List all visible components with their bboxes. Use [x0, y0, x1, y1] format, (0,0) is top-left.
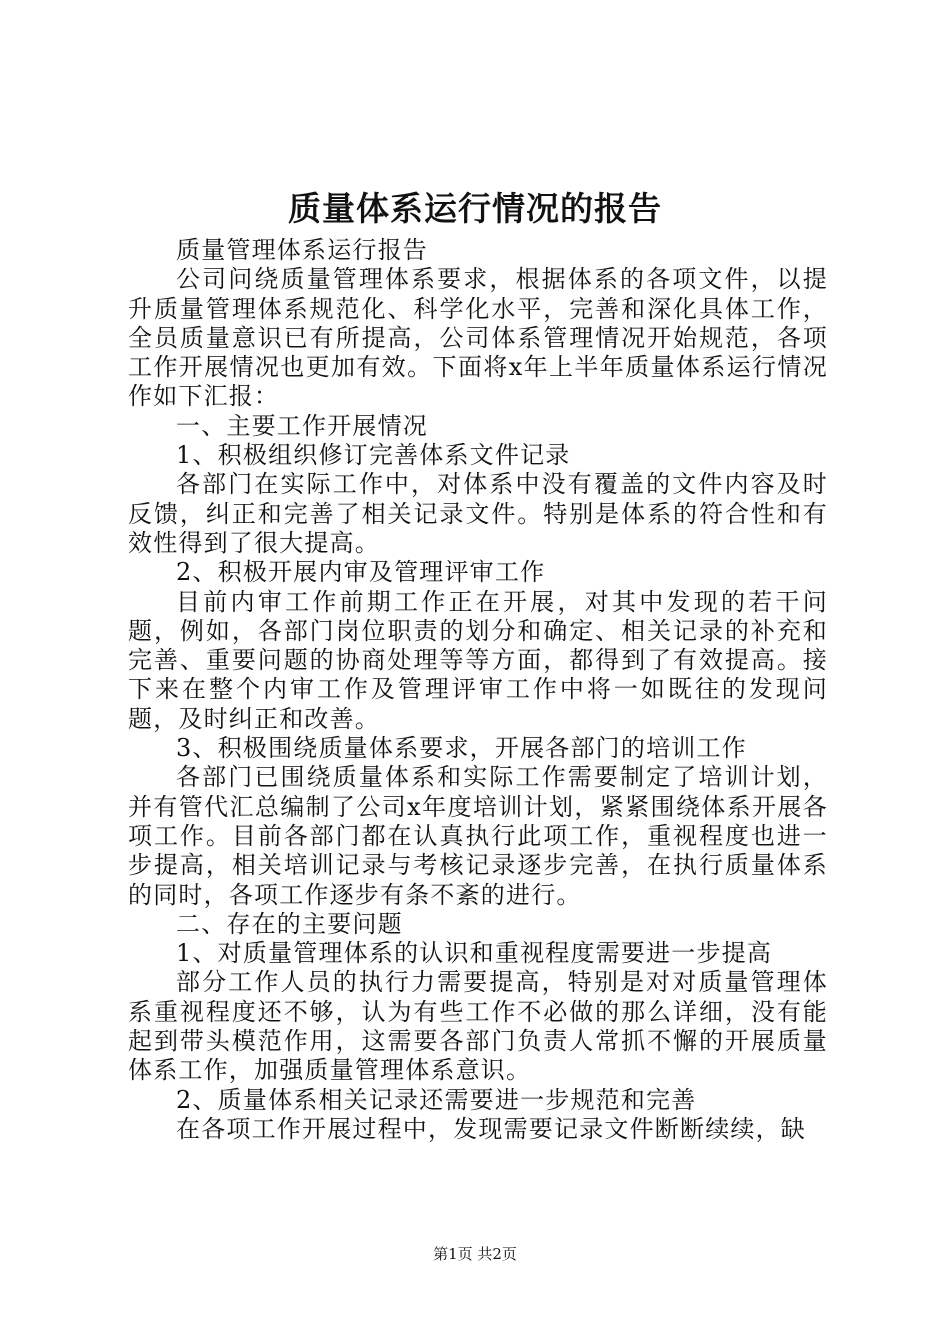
subheading-1-2: 2、积极开展内审及管理评审工作 [176, 558, 546, 587]
paragraph-1-1: 各部门在实际工作中，对体系中没有覆盖的文件内容及时反馈，纠正和完善了相关记录文件。特别是体系的符合性和有效性得到了很大提高。 [128, 470, 828, 557]
paragraph-2-2: 在各项工作开展过程中，发现需要记录文件断断续续，缺 [176, 1114, 806, 1143]
paragraph-intro: 公司问绕质量管理体系要求，根据体系的各项文件，以提升质量管理体系规范化、科学化水平，完善和深化具体工作，全员质量意识已有所提高，公司体系管理情况开始规范，各项工作开展情况也更加有效。下面将x年上半年质量体系运行情况作如下汇报： [128, 265, 828, 411]
section-heading-2: 二、存在的主要问题 [176, 909, 403, 938]
subheading-2-1: 1、对质量管理体系的认识和重视程度需要进一步提高 [176, 939, 773, 968]
paragraph-1-2: 目前内审工作前期工作正在开展，对其中发现的若干问题，例如，各部门岗位职责的划分和确定、相关记录的补充和完善、重要问题的协商处理等等方面，都得到了有效提高。接下来在整个内审工作及管理评审工作中将一如既往的发现问题，及时纠正和改善。 [128, 587, 828, 733]
page-footer: 第1页 共2页 [433, 1245, 517, 1263]
paragraph-2-1: 部分工作人员的执行力需要提高，特别是对对质量管理体系重视程度还不够，认为有些工作不必做的那么详细，没有能起到带头模范作用，这需要各部门负责人常抓不懈的开展质量体系工作，加强质量管理体系意识。 [128, 968, 828, 1085]
document-title: 质量体系运行情况的报告 [288, 189, 662, 228]
section-heading-1: 一、主要工作开展情况 [176, 411, 428, 440]
subheading-1-3: 3、积极围绕质量体系要求，开展各部门的培训工作 [176, 734, 747, 763]
paragraph-1-3: 各部门已围绕质量体系和实际工作需要制定了培训计划，并有管代汇总编制了公司x年度培训计划，紧紧围绕体系开展各项工作。目前各部门都在认真执行此项工作，重视程度也进一步提高，相关培训记录与考核记录逐步完善，在执行质量体系的同时，各项工作逐步有条不紊的进行。 [128, 763, 828, 909]
document-body [128, 236, 828, 1144]
subheading-1-1: 1、积极组织修订完善体系文件记录 [176, 441, 571, 470]
subheading-2-2: 2、质量体系相关记录还需要进一步规范和完善 [176, 1085, 697, 1114]
paragraph-subtitle: 质量管理体系运行报告 [176, 236, 428, 264]
